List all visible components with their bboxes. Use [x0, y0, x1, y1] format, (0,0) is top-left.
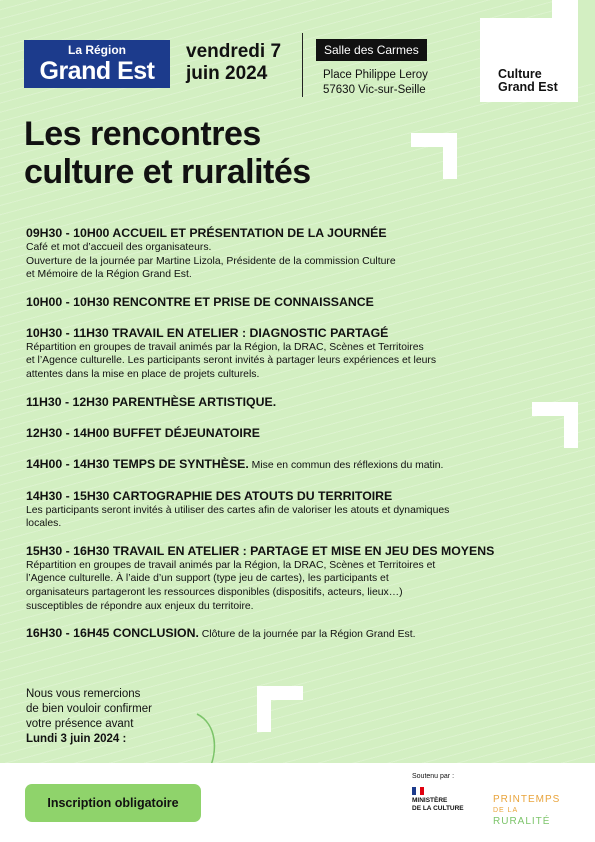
region-logo-line1: La Région [67, 43, 126, 57]
rsvp-deadline: Lundi 3 juin 2024 : [26, 733, 127, 745]
program-item-heading: 15H30 - 16H30 TRAVAIL EN ATELIER : PARTAGE ET MISE EN JEU DES MOYENS [26, 543, 495, 558]
desc-line: Répartition en groupes de travail animés par la Région, la DRAC, Scènes et Territoires et [26, 559, 436, 571]
address-line1: Place Philippe Leroy [323, 69, 428, 81]
french-flag-icon [412, 787, 424, 795]
program-item [26, 326, 496, 382]
decor-chevron [257, 686, 303, 732]
desc-line: l’Agence culturelle. À l’aide d’un support (type jeu de cartes), les participants et [26, 573, 389, 585]
printemps-line1: PRINTEMPS [493, 794, 561, 805]
desc-line: Café et mot d’accueil des organisateurs. [26, 242, 212, 253]
event-date [186, 41, 281, 85]
program-item [26, 395, 496, 410]
rsvp-line: Nous vous remercions [26, 688, 141, 700]
ministere-line1: MINISTÈRE [412, 797, 448, 804]
program-item [26, 544, 496, 613]
date-line1: vendredi 7 [186, 41, 282, 62]
program-item [26, 489, 496, 531]
program-item-description [26, 504, 496, 531]
ministere-line2: DE LA CULTURE [412, 804, 464, 812]
program-item-heading [26, 457, 496, 473]
printemps-line2: DE LA [493, 807, 519, 814]
program-item [26, 457, 496, 473]
program-item-heading [26, 626, 496, 642]
desc-line: et Mémoire de la Région Grand Est. [26, 269, 192, 281]
program-item-description [26, 241, 496, 282]
decor-chevron [411, 133, 457, 179]
address-line2: 57630 Vic-sur-Seille [323, 84, 426, 96]
culture-grand-est-logo [480, 18, 578, 102]
heading-text: 16H30 - 16H45 CONCLUSION. [26, 626, 199, 641]
desc-line: organisateurs partageront les ressources disponibles (dispositifs, acteurs, lieux…) [26, 586, 403, 598]
rsvp-note [26, 687, 152, 747]
program-item [26, 426, 496, 441]
culture-logo-line2: Grand Est [498, 80, 558, 94]
program-item-heading: 09H30 - 10H00 ACCUEIL ET PRÉSENTATION DE LA JOURNÉE [26, 226, 387, 240]
header-divider [302, 33, 303, 97]
rsvp-line: votre présence avant [26, 718, 134, 730]
page-title [24, 115, 311, 191]
program-item [26, 226, 496, 282]
registration-button[interactable]: Inscription obligatoire [25, 784, 201, 822]
program-item-heading: 10H00 - 10H30 RENCONTRE ET PRISE DE CONNAISSANCE [26, 294, 374, 309]
desc-line: Ouverture de la journée par Martine Lizola, Présidente de la commission Culture [26, 255, 396, 267]
program-item-description [26, 341, 496, 382]
region-logo-line2: Grand Est [39, 57, 155, 85]
desc-line: attentes dans la mise en place de projets culturels. [26, 368, 260, 380]
heading-inline-text: Clôture de la journée par la Région Grand Est. [198, 629, 416, 641]
ministere-culture-logo [412, 787, 464, 812]
rsvp-line: de bien vouloir confirmer [26, 703, 152, 715]
decor-corner [552, 0, 578, 18]
region-grand-est-logo [24, 40, 170, 88]
program-item [26, 295, 496, 310]
decor-corner-mask [578, 0, 595, 84]
culture-logo-line1: Culture [498, 67, 542, 81]
heading-text: 14H00 - 14H30 TEMPS DE SYNTHÈSE. [26, 456, 249, 471]
desc-line: susceptibles de répondre aux enjeux du territoire. [26, 600, 254, 612]
venue-badge: Salle des Carmes [316, 39, 427, 61]
program-item-description [26, 559, 496, 613]
desc-line: Répartition en groupes de travail animés par la Région, la DRAC, Scènes et Territoires [26, 341, 424, 353]
desc-line: Les participants seront invités à utiliser des cartes afin de valoriser les atouts et dynamiques [26, 504, 450, 516]
desc-line: et l’Agence culturelle. Les participants seront invités à partager leurs expériences et leurs [26, 355, 437, 367]
supported-by-label: Soutenu par : [412, 773, 455, 780]
printemps-ruralite-logo [493, 794, 560, 827]
printemps-line3: RURALITÉ [493, 816, 551, 827]
heading-inline-text: Mise en commun des réflexions du matin. [248, 459, 444, 471]
program-item-heading: 10H30 - 11H30 TRAVAIL EN ATELIER : DIAGNOSTIC PARTAGÉ [26, 325, 389, 340]
desc-line: locales. [26, 518, 62, 530]
program-item [26, 626, 496, 642]
program-list [26, 226, 496, 655]
decor-chevron [532, 402, 578, 448]
venue-address [323, 68, 428, 98]
date-line2: juin 2024 [186, 63, 268, 84]
title-line1: Les rencontres [24, 115, 261, 153]
program-item-heading: 11H30 - 12H30 PARENTHÈSE ARTISTIQUE. [26, 394, 277, 409]
program-item-heading: 14H30 - 15H30 CARTOGRAPHIE DES ATOUTS DU TERRITOIRE [26, 488, 393, 503]
title-line2: culture et ruralités [24, 153, 311, 191]
program-item-heading: 12H30 - 14H00 BUFFET DÉJEUNATOIRE [26, 425, 260, 440]
